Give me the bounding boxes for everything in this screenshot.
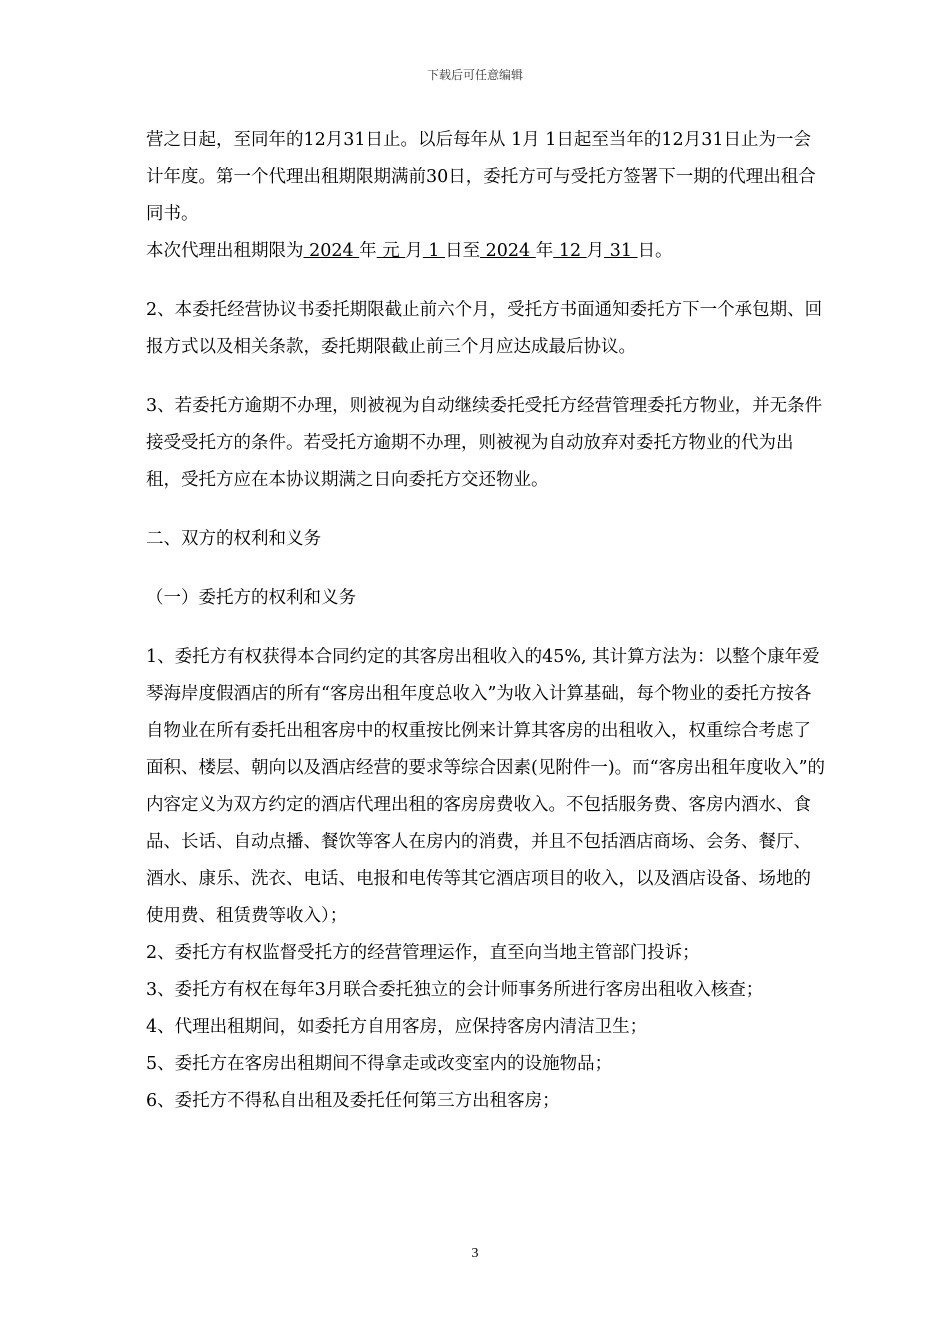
period-prefix: 本次代理出租期限为 [146,241,304,261]
day-end-label: 日。 [637,241,673,261]
paragraph-term-continuation: 营之日起，至同年的12月31日止。以后每年从 1月 1日起至当年的12月31日止为一会计年度。第一个代理出租期限期满前30日，委托方可与受托方签署下一期的代理出租合同书。 [146,130,816,224]
obligation-item-1: 1、委托方有权获得本合同约定的其客房出租收入的45%, 其计算方法为：以整个康年爱琴海岸度假酒店的所有“客房出租年度总收入”为收入计算基础，每个物业的委托方按各自物业在所有委托出租客房中的权重按比例来计算其客房的出租收入，权重综合考虑了面积、楼层、朝向以及酒店经营的要求等综合因素(见附件一)。而“客房出租年度收入”的内容定义为双方约定的酒店代理出租的客房房费收入。不包括服务费、客房内酒水、食品、长话、自动点播、餐饮等客人在房内的消费，并且不包括酒店商场、会务、餐厅、酒水、康乐、洗衣、电话、电报和电传等其它酒店项目的收入，以及酒店设备、场地的使用费、租赁费等收入）； [146,647,826,926]
obligation-item-3: 3、委托方有权在每年3月联合委托独立的会计师事务所进行客房出租收入核查； [146,980,764,1000]
clause-2: 2、本委托经营协议书委托期限截止前六个月，受托方书面通知委托方下一个承包期、回报方式以及相关条款，委托期限截止前三个月应达成最后协议。 [146,300,823,357]
end-day-field: 31 [604,241,638,261]
obligation-item-2: 2、委托方有权监督受托方的经营管理运作，直至向当地主管部门投诉； [146,943,700,963]
obligation-item-6: 6、委托方不得私自出租及委托任何第三方出租客房； [146,1091,560,1111]
page-number: 3 [471,1246,479,1261]
end-year-field: 2024 [480,241,536,261]
start-year-field: 2024 [303,241,360,261]
obligation-item-4: 4、代理出租期间，如委托方自用客房，应保持客房内清洁卫生； [146,1017,648,1037]
page-header: 下载后可任意编辑 [426,68,523,82]
document-body [146,122,826,1120]
paragraph-rental-period [146,233,826,270]
end-month-field: 12 [553,241,587,261]
year-label: 年 [359,241,377,261]
clause-3: 3、若委托方逾期不办理，则被视为自动继续委托受托方经营管理委托方物业，并无条件接受受托方的条件。若受托方逾期不办理，则被视为自动放弃对委托方物业的代为出租，受托方应在本协议期满之日向委托方交还物业。 [146,396,823,490]
month-label: 月 [405,241,423,261]
year-label: 年 [535,241,554,261]
start-month-field: 元 [376,241,406,261]
month-label: 月 [586,241,605,261]
section-2-heading: 二、双方的权利和义务 [146,529,321,549]
start-day-field: 1 [422,241,446,261]
day-to-label: 日至 [445,241,481,261]
obligation-item-5: 5、委托方在客房出租期间不得拿走或改变室内的设施物品； [146,1054,613,1074]
subsection-1-heading: （一）委托方的权利和义务 [146,588,356,608]
